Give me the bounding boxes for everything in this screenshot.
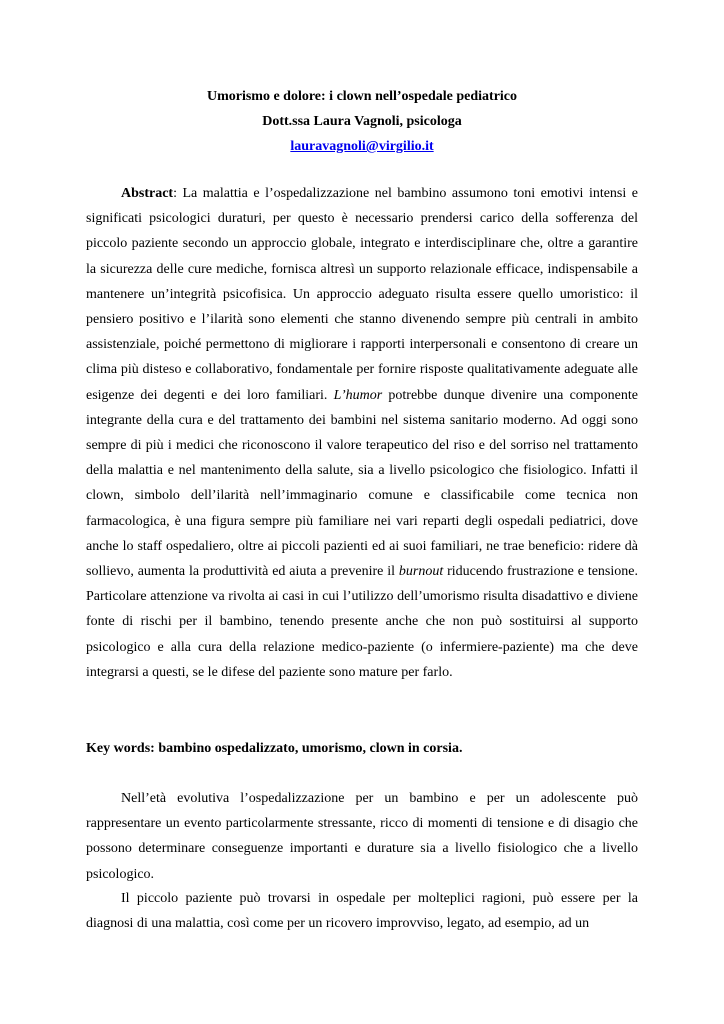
abstract-paragraph [86,181,638,685]
abstract-italic-humor: L’humor [333,387,383,403]
author-line: Dott.ssa Laura Vagnoli, psicologa [262,114,462,129]
body-paragraph-1: Nell’età evolutiva l’ospedalizzazione per un bambino e per un adolescente può rappresentare un evento particolarmente stressante, ricco di momenti di tensione e di disagio che possono determinare conseguenze importanti e durature sia a livello fisiologico che a livello psicologico. [86,791,638,882]
abstract-text-3: riducendo frustrazione e tensione. Particolare attenzione va rivolta ai casi in cui l’utilizzo dell’umorismo risulta disadattivo e diviene fonte di rischi per il bambino, tenendo presente anche che non può sostituirsi al supporto psicologico e alla cura della relazione medico-paziente (o infermiere-paziente) ma che deve integrarsi a questi, se le difese del paziente sono mature per farlo. [86,564,638,680]
author-email-link[interactable]: lauravagnoli@virgilio.it [290,139,434,154]
body-paragraph-2: Il piccolo paziente può trovarsi in ospedale per molteplici ragioni, può essere per la diagnosi di una malattia, così come per un ricovero improvviso, legato, ad esempio, ad un [86,891,638,932]
paper-title: Umorismo e dolore: i clown nell’ospedale pediatrico [206,89,518,104]
abstract-label: Abstract [121,186,174,201]
keywords-line: Key words: bambino ospedalizzato, umorismo, clown in corsia. [86,741,463,756]
abstract-text-2: potrebbe dunque divenire una componente integrante della cura e del trattamento dei bambini nel sistema sanitario moderno. Ad oggi sono sempre di più i medici che riconoscono il valore terapeutico del riso e del sorriso nel trattamento della malattia e nel mantenimento della salute, sia a livello psicologico che fisiologico. Infatti il clown, simbolo dell’ilarità nell’immaginario comune e classificabile come tecnica non farmacologica, è una figura sempre più familiare nei vari reparti degli ospedali pediatrici, dove anche lo staff ospedaliero, oltre ai piccoli pazienti ed ai suoi familiari, ne trae beneficio: ridere dà sollievo, aumenta la produttività ed aiuta a prevenire il [86,387,639,580]
abstract-italic-burnout: burnout [398,564,444,580]
abstract-text-1: : La malattia e l’ospedalizzazione nel bambino assumono toni emotivi intensi e significati psicologici duraturi, per questo è necessario prendersi carico della sofferenza del piccolo paziente secondo un approccio globale, integrato e interdisciplinare che, oltre a garantire la sicurezza delle cure mediche, fornisca altresì un supporto relazionale efficace, indispensabile a mantenere un’integrità psicofisica. Un approccio adeguato risulta essere quello umoristico: il pensiero positivo e l’ilarità sono elementi che stanno divenendo sempre più centrali in ambito assistenziale, poiché permettono di migliorare i rapporti interpersonali e consentono di creare un clima più disteso e collaborativo, fondamentale per fornire risposte qualitativamente adeguate alle esigenze dei degenti e dei loro familiari. [86,186,638,403]
